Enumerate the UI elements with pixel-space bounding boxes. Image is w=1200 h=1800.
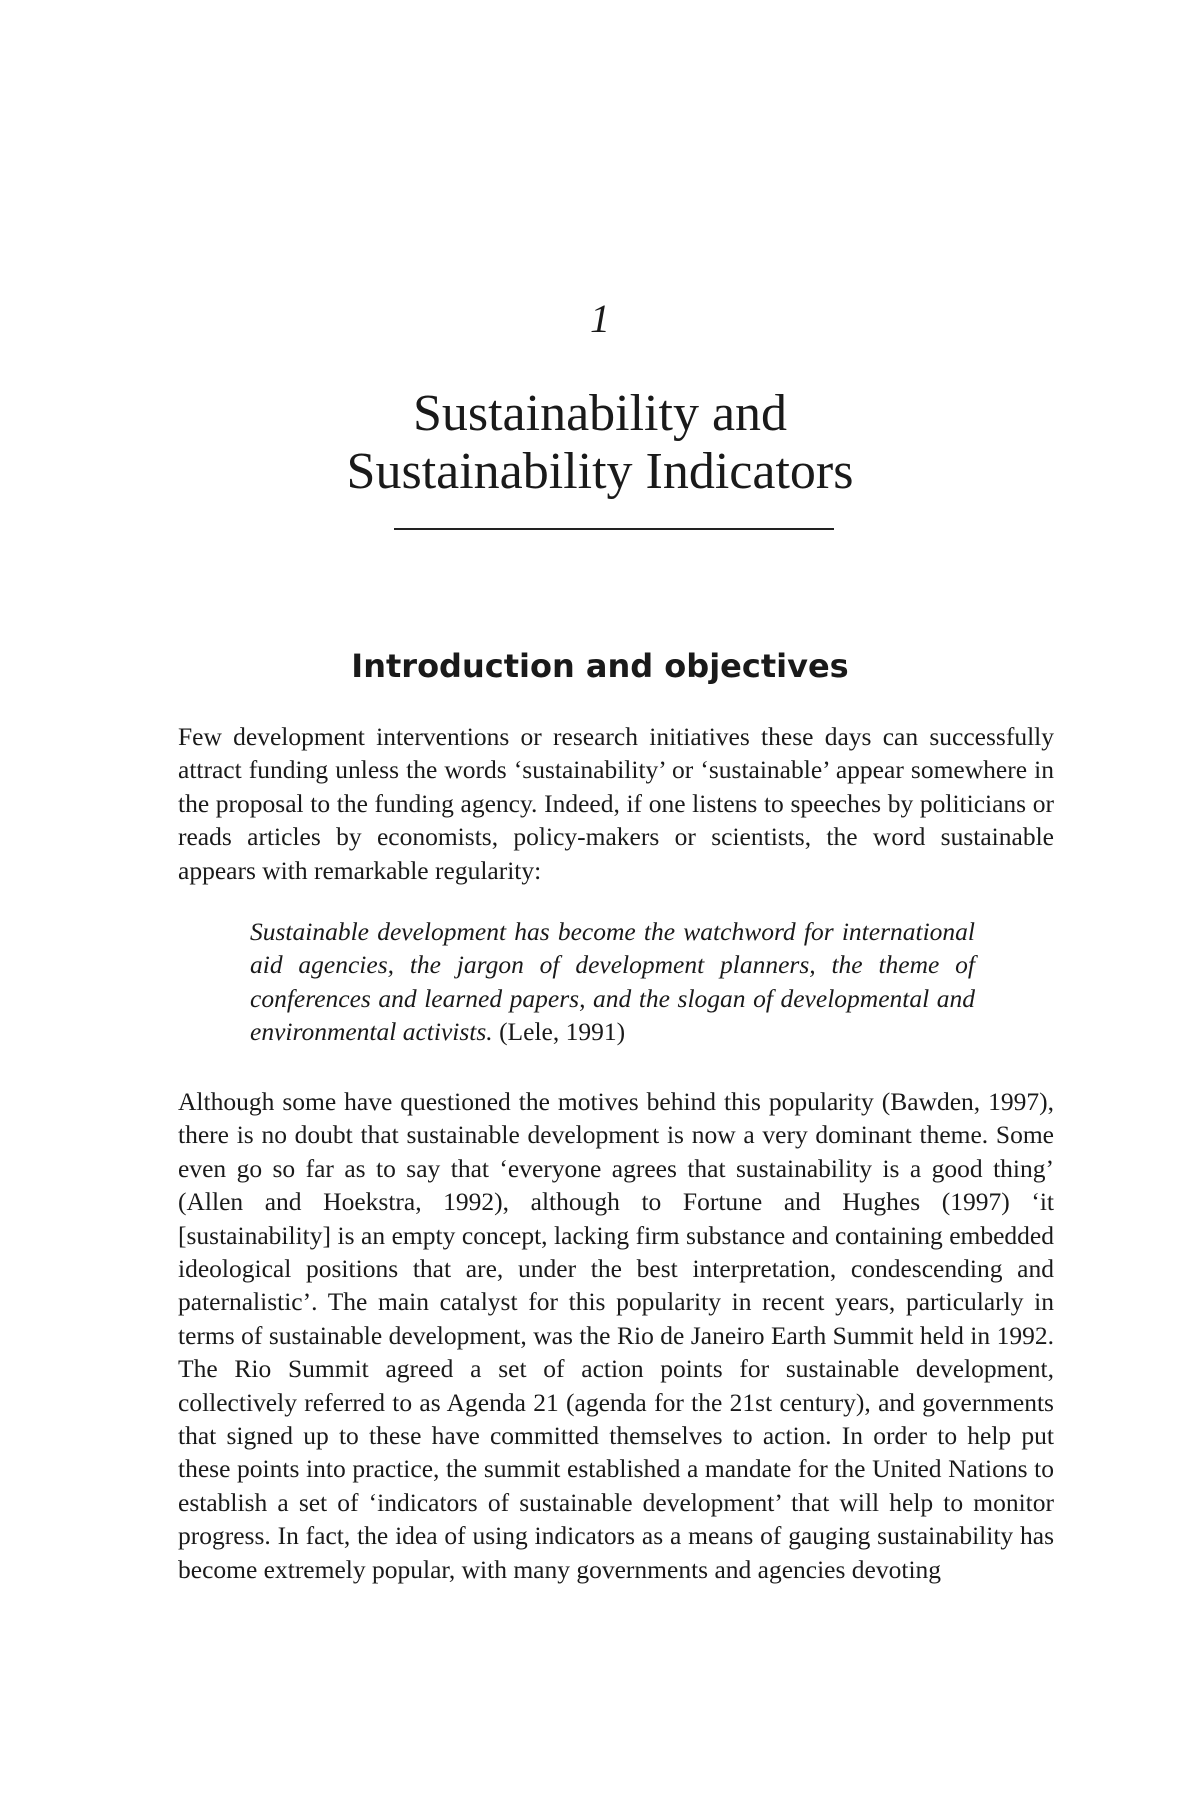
- chapter-title-line-1: Sustainability and: [412, 385, 788, 442]
- block-quote: [250, 915, 975, 1049]
- chapter-title-line-2: Sustainability Indicators: [346, 443, 854, 500]
- chapter-title: [0, 385, 1200, 501]
- quote-citation: (Lele, 1991): [499, 1017, 626, 1047]
- quote-text: Sustainable development has become the watchword for international aid agencies, the jargon of development planners, the theme of conferences and learned papers, and the slogan of developmental and environmental activists.: [250, 917, 975, 1047]
- body-paragraph-1: Few development interventions or research initiatives these days can successfully attract funding unless the words ‘sustainability’ or ‘sustainable’ appear somewhere in the proposal to the funding agency. Indeed, if one listens to speeches by politicians or reads articles by economists, policy-makers or scientists, the word sustainable appears with remarkable regularity:: [178, 722, 1054, 885]
- section-heading: Introduction and objectives: [351, 647, 849, 685]
- body-paragraph-2: Although some have questioned the motives behind this popularity (Bawden, 1997), there is no doubt that sustainable development is now a very dominant theme. Some even go so far as to say that ‘everyone agrees that sustainability is a good thing’ (Allen and Hoekstra, 1992), although to Fortune and Hughes (1997) ‘it [sustainability] is an empty concept, lacking firm substance and containing embedded ideological positions that are, under the best interpretation, condescending and paternalistic’. The main catalyst for this popularity in recent years, particularly in terms of sustainable development, was the Rio de Janeiro Earth Summit held in 1992. The Rio Summit agreed a set of action points for sustainable development, collectively referred to as Agenda 21 (agenda for the 21st century), and governments that signed up to these have committed themselves to action. In order to help put these points into practice, the summit established a mandate for the United Nations to establish a set of ‘indicators of sustainable development’ that will help to monitor progress. In fact, the idea of using indicators as a means of gauging sustainability has become extremely popular, with many governments and agencies devoting: [178, 1087, 1054, 1584]
- title-divider: [394, 528, 834, 530]
- chapter-number: 1: [590, 296, 610, 341]
